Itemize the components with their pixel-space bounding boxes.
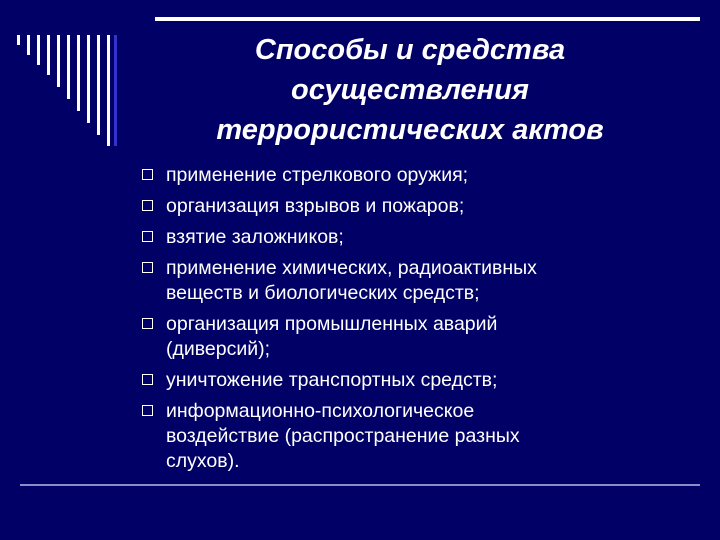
stripe [97, 35, 100, 135]
decorative-stripes [0, 0, 130, 150]
stripe [17, 35, 20, 45]
hollow-square-icon [142, 374, 153, 385]
hollow-square-icon [142, 318, 153, 329]
stripe [77, 35, 80, 111]
bullet-text: применение химических, радиоактивных [166, 257, 537, 279]
bullet-text: применение стрелкового оружия; [166, 164, 469, 186]
stripe [67, 35, 70, 99]
hollow-square-icon [142, 231, 153, 242]
hollow-square-icon [142, 169, 153, 180]
bullet-item [142, 225, 662, 250]
title-line: осуществления [291, 74, 529, 106]
bullet-item [142, 194, 662, 219]
bullet-item [142, 312, 662, 362]
bullet-text: организация взрывов и пожаров; [166, 195, 465, 217]
stripe-accent [114, 35, 117, 146]
stripe [107, 35, 110, 146]
bullet-text: информационно-психологическое [166, 400, 475, 422]
hollow-square-icon [142, 405, 153, 416]
bullet-text: организация промышленных аварий [166, 313, 498, 335]
stripe [57, 35, 60, 87]
hollow-square-icon [142, 262, 153, 273]
bullet-item [142, 163, 662, 188]
bullet-text: веществ и биологических средств; [166, 282, 480, 304]
bullet-item [142, 256, 662, 306]
bottom-rule [20, 484, 700, 486]
bullet-text: взятие заложников; [166, 226, 344, 248]
bullet-text: слухов). [166, 450, 240, 472]
slide-title [140, 30, 680, 150]
bullet-list [142, 163, 662, 480]
title-line: террористических актов [216, 114, 604, 146]
bullet-text: уничтожение транспортных средств; [166, 369, 498, 391]
bullet-item [142, 368, 662, 393]
stripe [87, 35, 90, 123]
stripe [47, 35, 50, 75]
top-rule [155, 17, 700, 21]
title-line: Способы и средства [254, 34, 566, 66]
bullet-item [142, 399, 662, 474]
hollow-square-icon [142, 200, 153, 211]
bullet-text: (диверсий); [166, 338, 271, 360]
stripe [37, 35, 40, 65]
bullet-text: воздействие (распространение разных [166, 425, 520, 447]
stripe [27, 35, 30, 55]
